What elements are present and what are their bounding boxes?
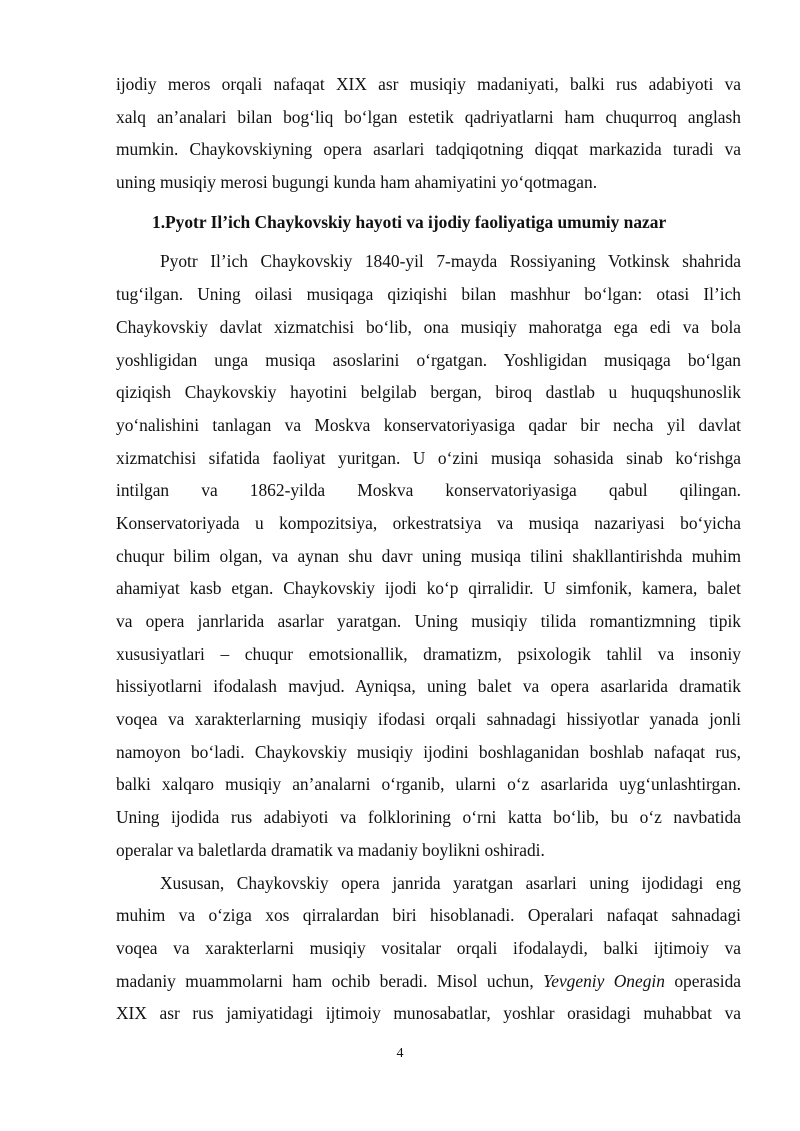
text-line: Konservatoriyada u kompozitsiya, orkestratsiya va musiqa nazariyasi bo‘yicha — [116, 512, 741, 533]
text-fragment: operasida — [674, 970, 741, 991]
text-line: uning musiqiy merosi bugungi kunda ham ahamiyatini yo‘qotmagan. — [116, 172, 598, 193]
section-heading: 1.Pyotr Il’ich Chaykovskiy hayoti va ijodiy faoliyatiga umumiy nazar — [152, 211, 667, 232]
text-line: muhim va o‘ziga xos qirralardan biri hisoblanadi. Operalari nafaqat sahnadagi — [116, 905, 741, 926]
text-line-with-title — [116, 965, 741, 998]
text-line: hissiyotlarni ifodalash mavjud. Ayniqsa, uning balet va opera asarlarida dramatik — [116, 676, 741, 697]
text-line: intilgan va 1862-yilda Moskva konservatoriyasiga qabul qilingan. — [116, 480, 741, 501]
text-line: ahamiyat kasb etgan. Chaykovskiy ijodi ko‘p qirralidir. U simfonik, kamera, balet — [116, 578, 741, 599]
page-number: 4 — [396, 1046, 404, 1061]
text-line: yo‘nalishini tanlagan va Moskva konservatoriyasiga qadar bir necha yil davlat — [116, 414, 741, 435]
opera-paragraph — [116, 867, 741, 1030]
text-line: Uning ijodida rus adabiyoti va folklorining o‘rni katta bo‘lib, bu o‘z navbatida — [116, 807, 741, 828]
text-line: Pyotr Il’ich Chaykovskiy 1840-yil 7-mayda Rossiyaning Votkinsk shahrida — [160, 251, 741, 272]
text-line: yoshligidan unga musiqa asoslarini o‘rgatgan. Yoshligidan musiqaga bo‘lgan — [116, 349, 741, 370]
text-line: balki xalqaro musiqiy an’analarni o‘rganib, ularni o‘z asarlarida uyg‘unlashtirgan. — [116, 774, 741, 795]
text-line: namoyon bo‘ladi. Chaykovskiy musiqiy ijodini boshlaganidan boshlab nafaqat rus, — [116, 741, 741, 762]
text-line: mumkin. Chaykovskiyning opera asarlari tadqiqotning diqqat markazida turadi va — [116, 139, 741, 160]
text-line: Xususan, Chaykovskiy opera janrida yaratgan asarlari uning ijodidagi eng — [160, 872, 741, 893]
text-line: voqea va xarakterlarning musiqiy ifodasi orqali sahnadagi hissiyotlar yanada jonli — [116, 709, 741, 730]
text-line: xizmatchisi sifatida faoliyat yuritgan. U o‘zini musiqa sohasida sinab ko‘rishga — [116, 447, 741, 468]
text-line: va opera janrlarida asarlar yaratgan. Uning musiqiy tilida romantizmning tipik — [116, 611, 741, 631]
text-line: operalar va baletlarda dramatik va madaniy boylikni oshiradi. — [116, 839, 545, 860]
text-line: qiziqish Chaykovskiy hayotini belgilab bergan, biroq dastlab u huquqshunoslik — [116, 382, 741, 403]
text-line: tug‘ilgan. Uning oilasi musiqaga qiziqishi bilan mashhur bo‘lgan: otasi Il’ich — [116, 284, 741, 305]
biography-paragraph — [116, 245, 741, 866]
intro-paragraph — [116, 68, 741, 199]
text-line: chuqur bilim olgan, va aynan shu davr uning musiqa tilini shakllantirishda muhim — [116, 545, 741, 566]
text-line: XIX asr rus jamiyatidagi ijtimoiy munosabatlar, yoshlar orasidagi muhabbat va — [116, 1003, 741, 1024]
text-line: ijodiy meros orqali nafaqat XIX asr musiqiy madaniyati, balki rus adabiyoti va — [116, 74, 741, 94]
text-line: xalq an’analari bilan bog‘liq bo‘lgan estetik qadriyatlarni ham chuqurroq anglash — [116, 106, 741, 127]
text-line: voqea va xarakterlarni musiqiy vositalar orqali ifodalaydi, balki ijtimoiy va — [116, 937, 741, 958]
text-line: xususiyatlari – chuqur emotsionallik, dramatizm, psixologik tahlil va insoniy — [116, 643, 741, 664]
opera-title: Yevgeniy Onegin — [543, 970, 665, 991]
text-line: Chaykovskiy davlat xizmatchisi bo‘lib, ona musiqiy mahoratga ega edi va bola — [116, 316, 741, 337]
text-fragment: madaniy muammolarni ham ochib beradi. Misol uchun, — [116, 970, 534, 991]
document-page — [116, 68, 741, 1030]
